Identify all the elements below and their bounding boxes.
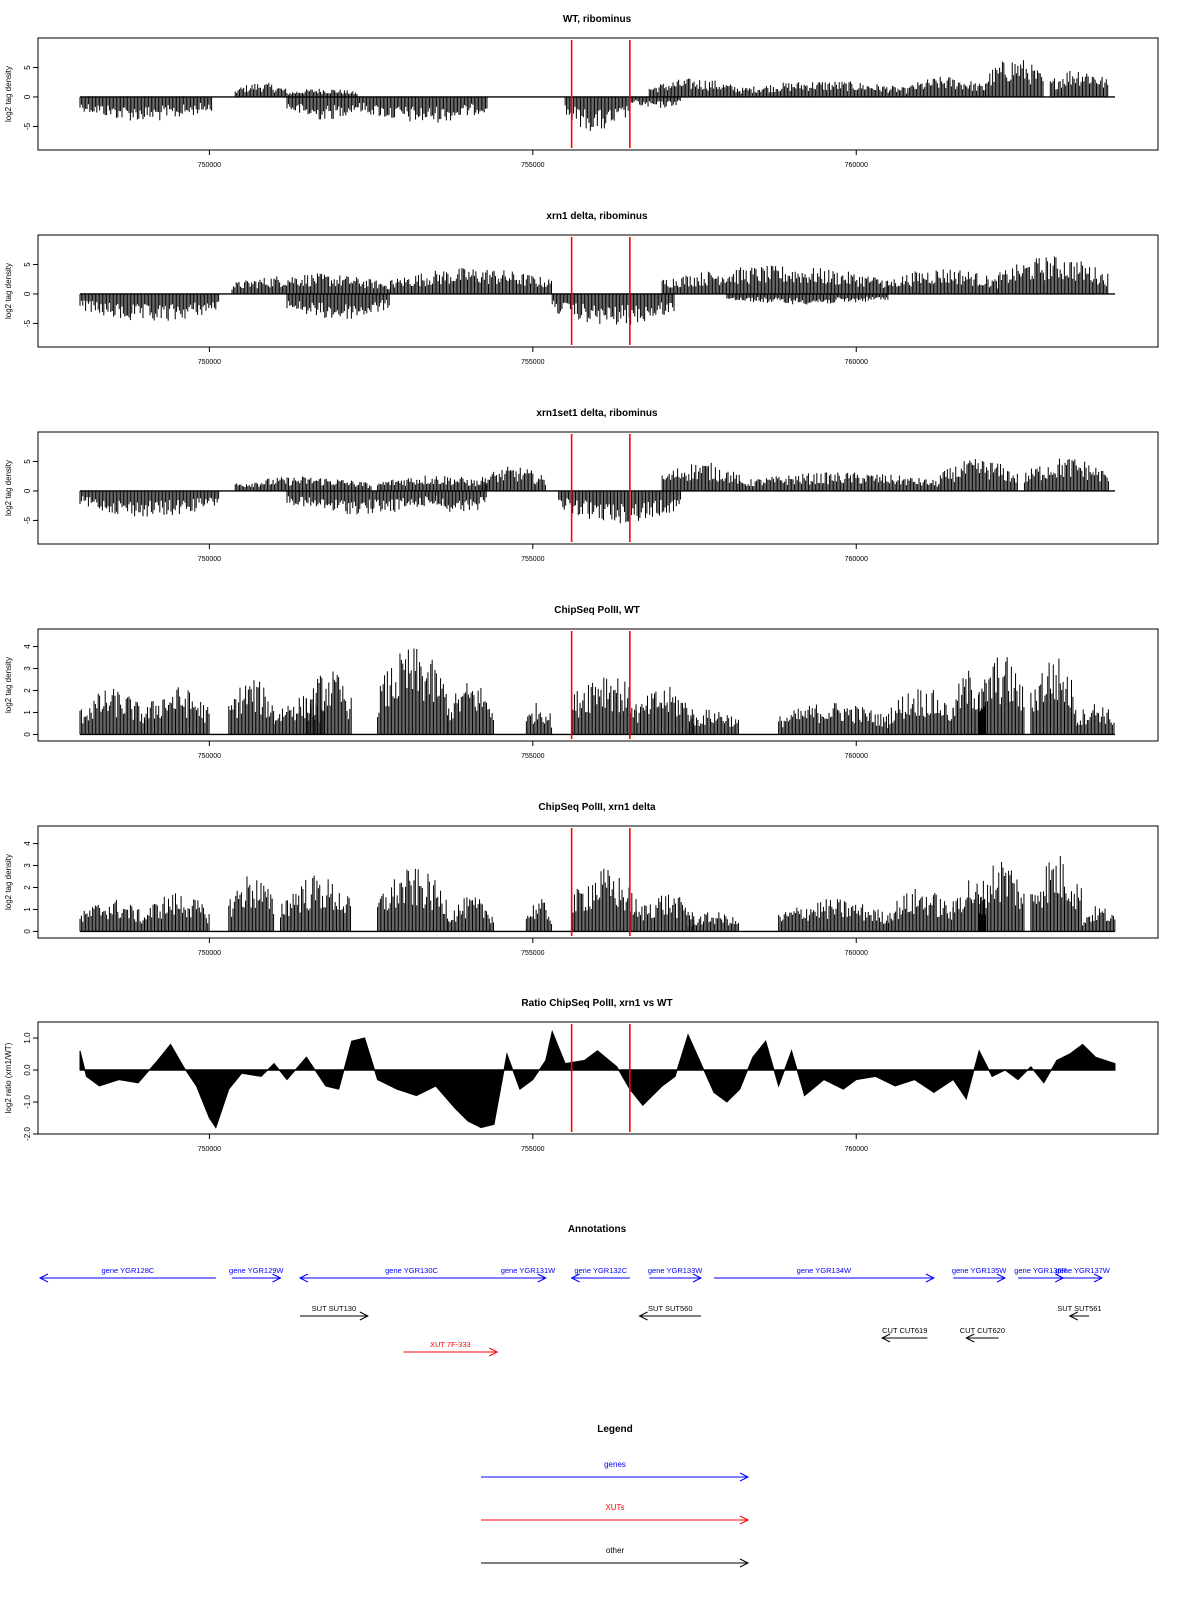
- feature-label: gene YGR137W: [1055, 1266, 1110, 1275]
- y-axis-label: log2 tag density: [4, 853, 13, 911]
- feature-label: gene YGR132C: [574, 1266, 628, 1275]
- legend-item: [481, 1503, 748, 1524]
- y-axis-label: log2 tag density: [4, 459, 13, 517]
- chart-title: WT, ribominus: [562, 14, 632, 25]
- annotation-feature: [403, 1340, 497, 1356]
- feature-label: CUT CUT620: [959, 1326, 1006, 1335]
- y-tick-label: 5: [23, 262, 32, 267]
- annotations-panel: [40, 1224, 1111, 1356]
- y-tick-label: 2: [23, 885, 32, 890]
- chart-title: xrn1 delta, ribominus: [546, 211, 648, 222]
- ratio-fill: [80, 1032, 1115, 1128]
- y-tick-label: -1.0: [23, 1095, 32, 1109]
- chart-panel-1: [4, 14, 1158, 169]
- x-tick-label: 755000: [521, 556, 545, 563]
- chart-panel-3: [4, 408, 1158, 563]
- annotation-feature: [40, 1266, 216, 1282]
- signal-bars: [80, 459, 1115, 524]
- x-tick-label: 755000: [521, 162, 545, 169]
- legend-label: other: [605, 1546, 625, 1555]
- annotation-feature: [300, 1266, 523, 1282]
- y-axis-label: log2 tag density: [4, 65, 13, 123]
- x-tick-label: 750000: [197, 556, 222, 563]
- y-tick-label: 1: [23, 710, 32, 715]
- chart-title: ChipSeq PolII, WT: [554, 605, 640, 616]
- chart-title: ChipSeq PolII, xrn1 delta: [538, 802, 656, 813]
- legend-item: [481, 1546, 748, 1567]
- annotation-feature: [501, 1266, 556, 1282]
- legend-label: genes: [604, 1460, 626, 1469]
- legend-label: XUTs: [605, 1503, 625, 1512]
- feature-label: gene YGR136R: [1014, 1266, 1068, 1275]
- x-tick-label: 760000: [844, 556, 868, 563]
- feature-label: SUT SUT130: [311, 1304, 357, 1313]
- signal-bars: [80, 256, 1115, 324]
- feature-label: gene YGR135W: [951, 1266, 1007, 1275]
- y-tick-label: 0.0: [23, 1064, 32, 1076]
- y-tick-label: -2.0: [23, 1127, 32, 1141]
- x-tick-label: 755000: [521, 753, 545, 760]
- legend-title: Legend: [597, 1424, 633, 1435]
- x-tick-label: 750000: [197, 359, 222, 366]
- feature-label: XUT 7F-333: [429, 1340, 471, 1349]
- y-axis-label: log2 tag density: [4, 656, 13, 714]
- feature-label: gene YGR133W: [647, 1266, 703, 1275]
- feature-label: gene YGR129W: [229, 1266, 284, 1275]
- x-tick-label: 755000: [521, 359, 545, 366]
- feature-label: SUT SUT560: [648, 1304, 693, 1313]
- y-tick-label: -5: [23, 319, 32, 327]
- annotation-feature: [952, 1266, 1007, 1282]
- y-tick-label: 3: [23, 666, 32, 671]
- annotation-feature: [1057, 1304, 1101, 1320]
- annotations-title: Annotations: [567, 1224, 627, 1235]
- chart-panel-6: [4, 998, 1158, 1153]
- y-tick-label: 4: [23, 841, 32, 846]
- plot-frame: [38, 432, 1158, 544]
- y-tick-label: 0: [23, 488, 32, 494]
- annotation-feature: [714, 1266, 934, 1282]
- annotation-feature: [229, 1266, 284, 1282]
- y-tick-label: 1: [23, 907, 32, 912]
- legend-item: [481, 1460, 748, 1481]
- x-tick-label: 750000: [197, 1146, 222, 1153]
- annotation-feature: [648, 1266, 703, 1282]
- feature-label: gene YGR134W: [796, 1266, 852, 1275]
- y-tick-label: 0: [23, 94, 32, 100]
- legend-panel: [481, 1424, 748, 1567]
- chart-panel-4: [4, 605, 1158, 760]
- x-tick-label: 755000: [521, 950, 545, 957]
- chart-panel-2: [4, 211, 1158, 366]
- annotation-feature: [300, 1304, 368, 1320]
- y-tick-label: 5: [23, 65, 32, 70]
- feature-label: SUT SUT561: [1057, 1304, 1102, 1313]
- y-tick-label: 2: [23, 688, 32, 693]
- y-axis-label: log2 tag density: [4, 262, 13, 320]
- y-tick-label: 0: [23, 929, 32, 934]
- y-tick-label: -5: [23, 516, 32, 524]
- y-tick-label: -5: [23, 122, 32, 130]
- y-tick-label: 0: [23, 732, 32, 737]
- annotation-feature: [882, 1326, 927, 1342]
- signal-bars: [80, 649, 1115, 735]
- y-tick-label: 0: [23, 291, 32, 297]
- ratio-area: [80, 1032, 1115, 1128]
- y-tick-label: 5: [23, 459, 32, 464]
- x-tick-label: 750000: [197, 950, 222, 957]
- x-tick-label: 750000: [197, 753, 222, 760]
- annotation-feature: [960, 1326, 1005, 1342]
- x-tick-label: 760000: [844, 359, 868, 366]
- x-tick-label: 760000: [844, 753, 868, 760]
- feature-label: CUT CUT619: [882, 1326, 928, 1335]
- signal-bars: [80, 856, 1115, 931]
- y-axis-label: log2 ratio (xrn1/WT): [4, 1042, 13, 1114]
- feature-label: gene YGR128C: [101, 1266, 155, 1275]
- feature-label: gene YGR131W: [500, 1266, 556, 1275]
- annotation-feature: [640, 1304, 701, 1320]
- annotation-feature: [1055, 1266, 1110, 1282]
- chart-panel-5: [4, 802, 1158, 957]
- y-tick-label: 4: [23, 644, 32, 649]
- plot-frame: [38, 235, 1158, 347]
- feature-label: gene YGR130C: [385, 1266, 438, 1275]
- y-tick-label: 3: [23, 863, 32, 868]
- x-tick-label: 760000: [844, 950, 868, 957]
- signal-bars: [80, 60, 1115, 131]
- x-tick-label: 760000: [844, 162, 868, 169]
- y-tick-label: 1.0: [23, 1032, 32, 1044]
- x-tick-label: 760000: [844, 1146, 868, 1153]
- chart-title: Ratio ChipSeq PolII, xrn1 vs WT: [521, 998, 673, 1009]
- x-tick-label: 755000: [521, 1146, 545, 1153]
- x-tick-label: 750000: [197, 162, 222, 169]
- chart-title: xrn1set1 delta, ribominus: [536, 408, 658, 419]
- annotation-feature: [572, 1266, 630, 1282]
